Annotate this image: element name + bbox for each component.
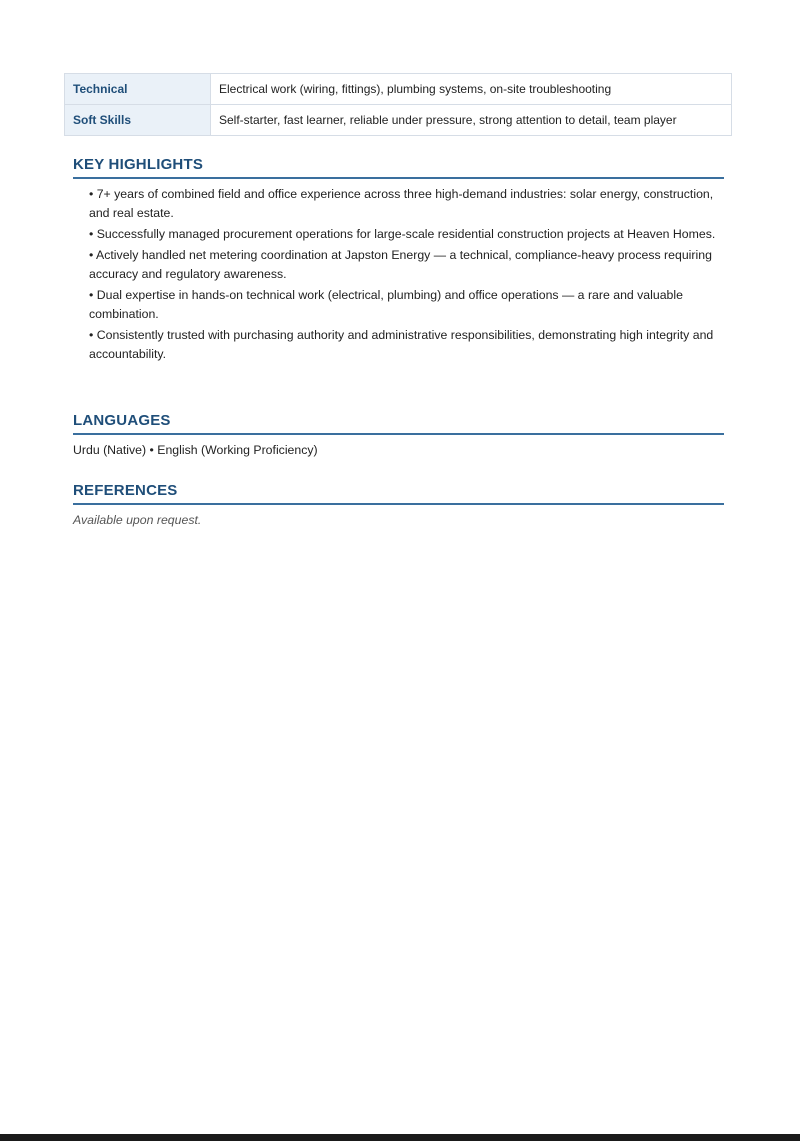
list-item: • Actively handled net metering coordination at Japston Energy — a technical, compliance-heavy process requiring accuracy and regulatory awareness. <box>89 248 712 281</box>
languages-text: Urdu (Native) • English (Working Proficiency) <box>73 443 318 457</box>
skill-category-soft-skills: Soft Skills <box>65 105 211 136</box>
table-row <box>65 105 732 136</box>
table-row <box>65 74 732 105</box>
list-item: • Successfully managed procurement operations for large-scale residential construction projects at Heaven Homes. <box>89 227 716 241</box>
languages-section <box>73 412 724 457</box>
references-text: Available upon request. <box>73 513 202 527</box>
skills-table <box>64 73 732 136</box>
list-item: • Consistently trusted with purchasing authority and administrative responsibilities, demonstrating high integrity and accountability. <box>89 328 714 361</box>
highlights-list <box>73 185 724 364</box>
skill-value-soft-skills: Self-starter, fast learner, reliable under pressure, strong attention to detail, team player <box>211 105 732 136</box>
references-section <box>73 482 724 527</box>
list-item: • 7+ years of combined field and office experience across three high-demand industries: solar energy, construction, and real estate. <box>89 187 714 220</box>
languages-heading: LANGUAGES <box>73 412 724 435</box>
skill-category-technical: Technical <box>65 74 211 105</box>
key-highlights-section <box>73 156 724 366</box>
references-heading: REFERENCES <box>73 482 724 505</box>
bottom-edge-bar <box>0 1134 800 1141</box>
list-item: • Dual expertise in hands-on technical work (electrical, plumbing) and office operations — a rare and valuable combination. <box>89 288 683 321</box>
key-highlights-heading: KEY HIGHLIGHTS <box>73 156 724 179</box>
skill-value-technical: Electrical work (wiring, fittings), plumbing systems, on-site troubleshooting <box>211 74 732 105</box>
